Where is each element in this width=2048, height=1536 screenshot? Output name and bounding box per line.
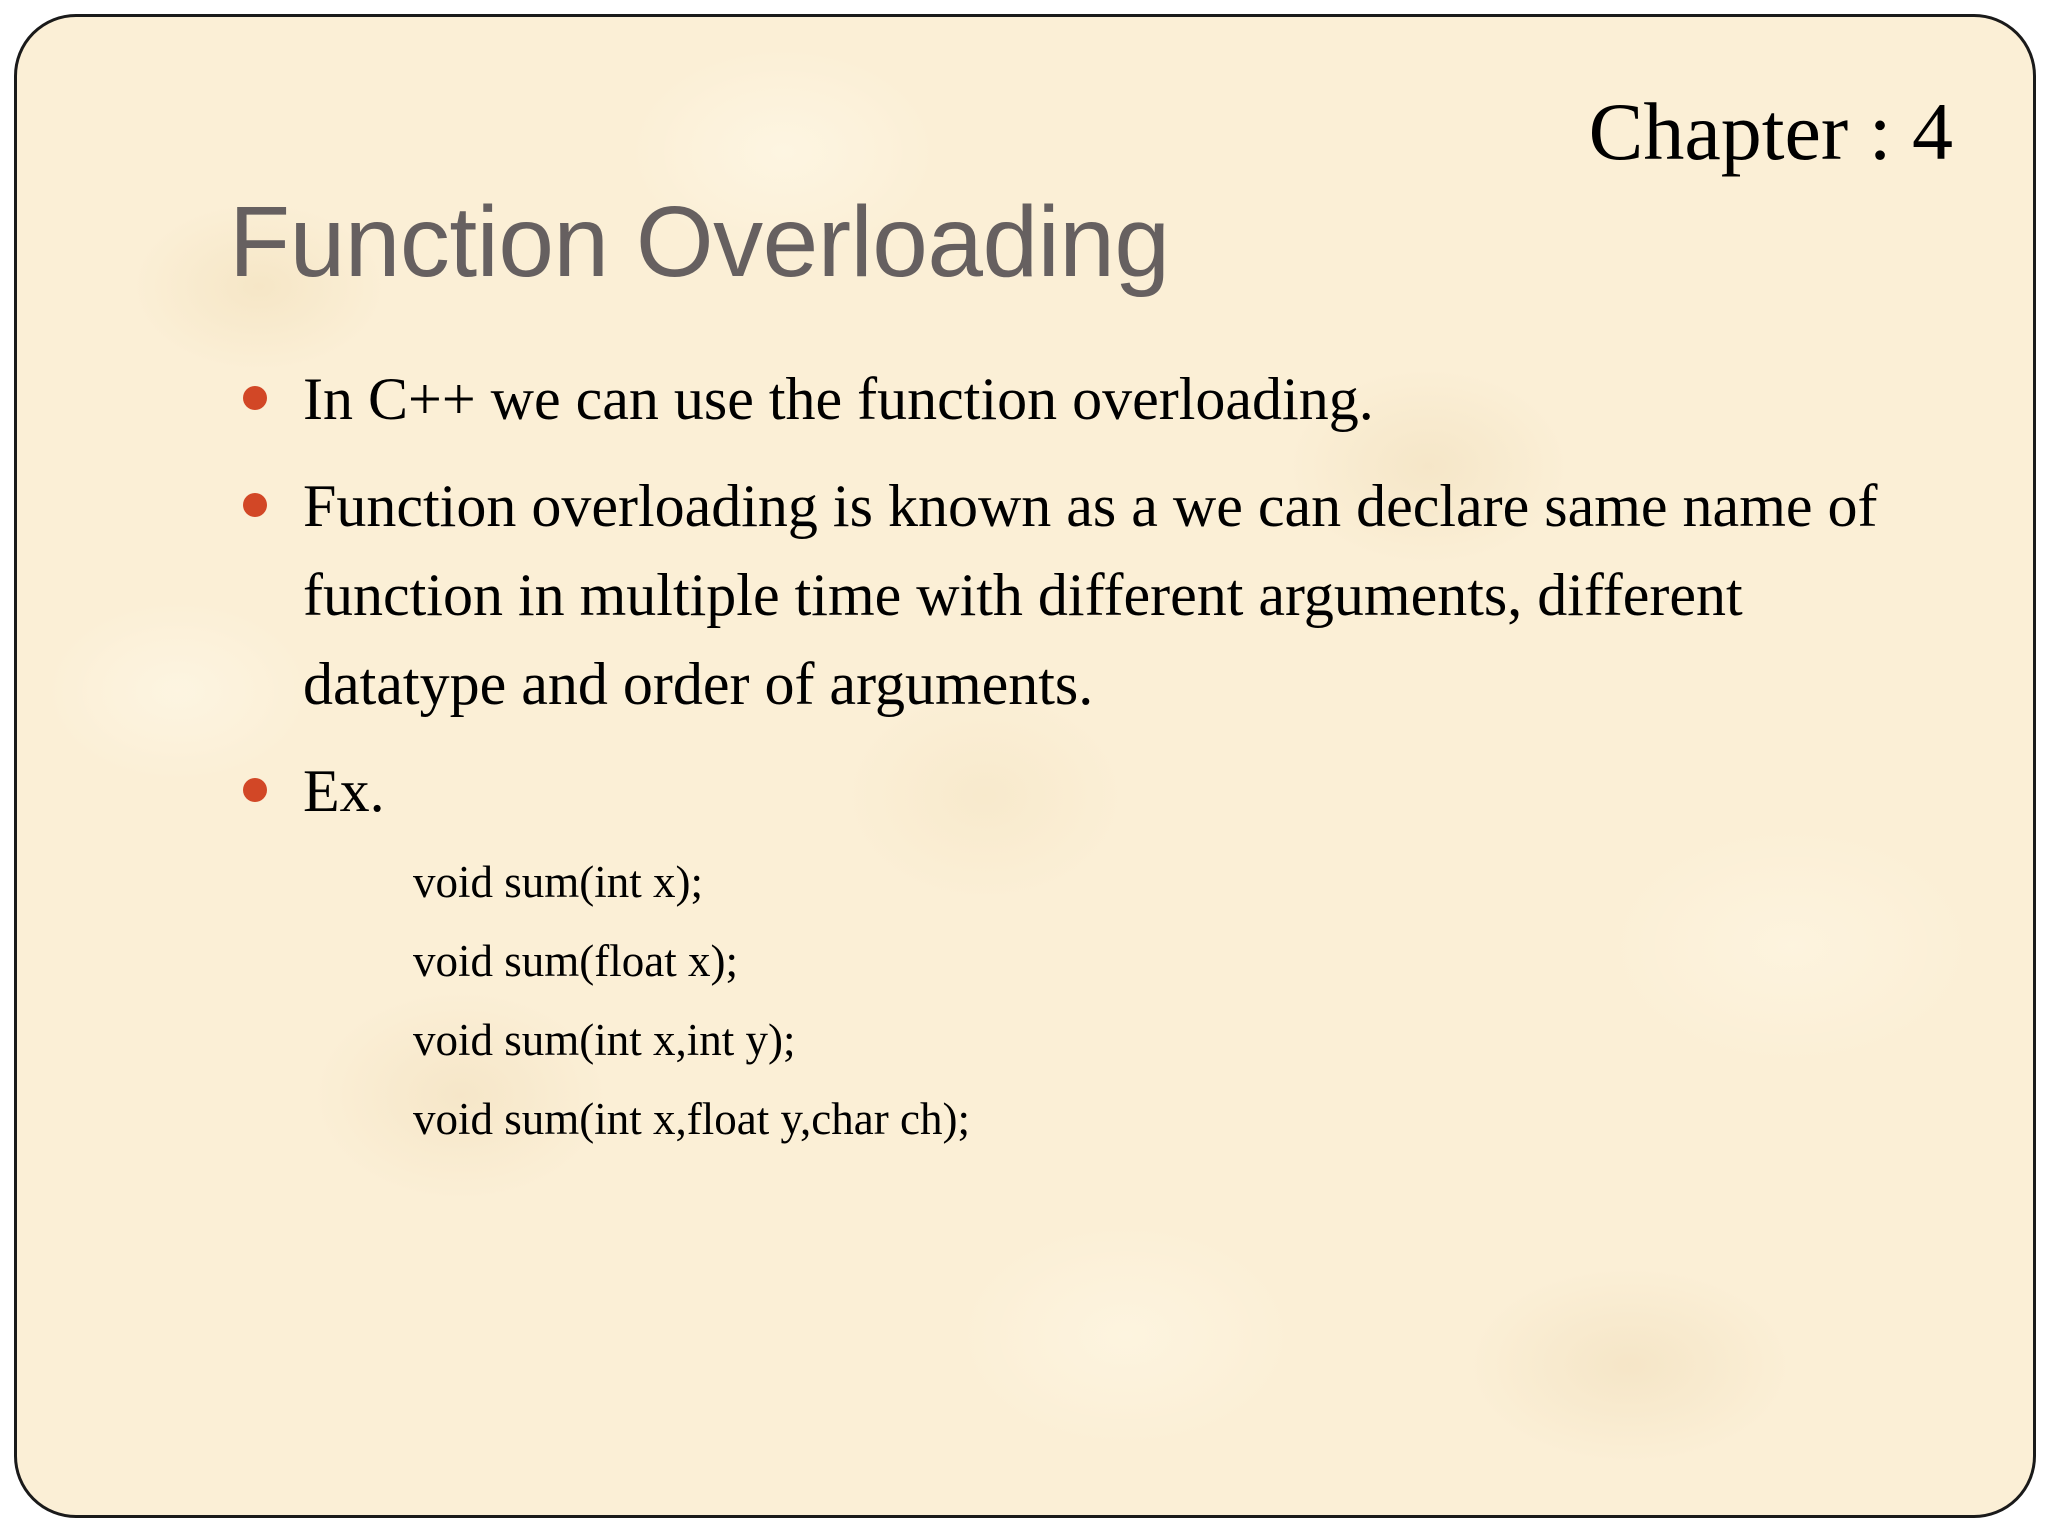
slide-title: Function Overloading bbox=[229, 186, 1170, 298]
bullet-text: In C++ we can use the function overloading. bbox=[303, 366, 1374, 432]
bullet-item bbox=[227, 747, 1947, 836]
bullet-text: Function overloading is known as a we can declare same name of function in multiple time with different arguments, different datatype and order of arguments. bbox=[303, 473, 1878, 717]
code-example bbox=[413, 843, 970, 1159]
bullet-dot-icon bbox=[243, 493, 267, 517]
code-line: void sum(int x); bbox=[413, 857, 703, 907]
bullet-item bbox=[227, 355, 1947, 444]
code-line: void sum(float x); bbox=[413, 936, 738, 986]
bullet-list bbox=[227, 355, 1947, 854]
bullet-dot-icon bbox=[243, 386, 267, 410]
code-line: void sum(int x,float y,char ch); bbox=[413, 1094, 970, 1144]
bullet-item bbox=[227, 462, 1947, 729]
chapter-label: Chapter : 4 bbox=[1588, 86, 1953, 177]
bullet-text: Ex. bbox=[303, 758, 385, 824]
slide bbox=[14, 14, 2036, 1518]
code-line: void sum(int x,int y); bbox=[413, 1015, 796, 1065]
bullet-dot-icon bbox=[243, 778, 267, 802]
